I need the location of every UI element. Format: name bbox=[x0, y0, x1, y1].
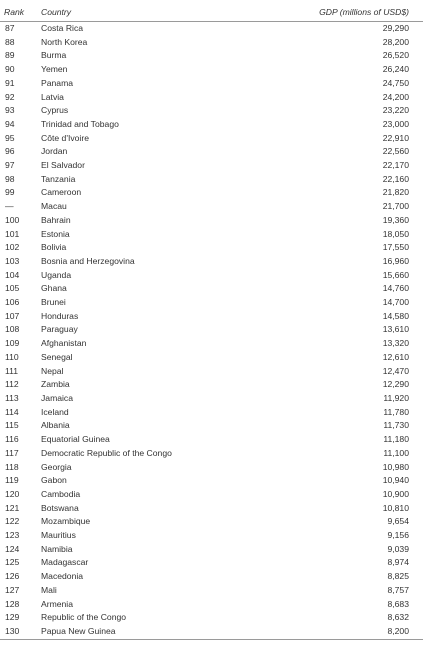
gdp-cell: 14,760 bbox=[382, 283, 409, 294]
country-cell: Gabon bbox=[41, 475, 67, 486]
rank-cell: 117 bbox=[5, 447, 19, 458]
country-cell: Democratic Republic of the Congo bbox=[41, 447, 172, 458]
rank-cell: 109 bbox=[5, 338, 20, 349]
country-cell: Botswana bbox=[41, 502, 79, 513]
table-body bbox=[0, 22, 423, 640]
table-row bbox=[0, 282, 423, 296]
country-cell: Macau bbox=[41, 201, 67, 212]
table-row bbox=[0, 556, 423, 570]
gdp-cell: 21,820 bbox=[382, 187, 409, 198]
gdp-cell: 9,156 bbox=[387, 530, 409, 541]
gdp-column-header: GDP (millions of USD$) bbox=[281, 4, 423, 22]
table-row bbox=[0, 49, 423, 63]
country-cell: Armenia bbox=[41, 598, 73, 609]
table-row bbox=[0, 228, 423, 242]
rank-cell: 130 bbox=[0, 625, 41, 639]
country-cell: Uganda bbox=[41, 269, 72, 280]
table-row bbox=[0, 255, 423, 269]
country-cell: Ghana bbox=[41, 283, 67, 294]
gdp-cell: 12,290 bbox=[382, 379, 409, 390]
gdp-cell: 8,632 bbox=[387, 612, 409, 623]
rank-cell: 128 bbox=[5, 598, 20, 609]
country-cell: Estonia bbox=[41, 228, 70, 239]
table-row bbox=[0, 406, 423, 420]
country-cell: Costa Rica bbox=[41, 23, 84, 33]
table-row bbox=[0, 145, 423, 159]
table-row bbox=[0, 461, 423, 475]
table-row bbox=[0, 570, 423, 584]
gdp-cell: 22,910 bbox=[382, 132, 409, 143]
table-row bbox=[0, 625, 423, 639]
table-header bbox=[0, 4, 423, 22]
gdp-cell: 10,980 bbox=[382, 461, 409, 472]
country-cell: Senegal bbox=[41, 351, 73, 362]
country-cell: Bosnia and Herzegovina bbox=[41, 255, 135, 266]
gdp-cell: 23,000 bbox=[382, 118, 409, 129]
gdp-cell: 28,200 bbox=[382, 36, 409, 47]
rank-cell: 118 bbox=[5, 461, 19, 472]
country-cell: Cameroon bbox=[41, 187, 82, 198]
country-cell: Albania bbox=[41, 420, 70, 431]
table-row bbox=[0, 269, 423, 283]
table-row bbox=[0, 529, 423, 543]
rank-cell: 113 bbox=[5, 392, 19, 403]
country-cell: Panama bbox=[41, 77, 74, 88]
gdp-cell: 24,200 bbox=[382, 91, 409, 102]
gdp-cell: 26,520 bbox=[382, 50, 409, 61]
country-cell: Iceland bbox=[41, 406, 69, 417]
rank-cell: 111 bbox=[5, 365, 19, 376]
rank-cell: 110 bbox=[5, 351, 19, 362]
gdp-cell: 11,920 bbox=[383, 392, 409, 403]
gdp-cell: 13,610 bbox=[382, 324, 409, 335]
gdp-cell: 17,550 bbox=[382, 242, 409, 253]
rank-cell: 99 bbox=[5, 187, 15, 198]
gdp-cell: 23,220 bbox=[382, 105, 409, 116]
table-row bbox=[0, 474, 423, 488]
table-row bbox=[0, 323, 423, 337]
gdp-cell: 22,160 bbox=[382, 173, 409, 184]
table-row bbox=[0, 543, 423, 557]
rank-cell: 126 bbox=[5, 571, 20, 582]
gdp-cell: 12,610 bbox=[382, 351, 409, 362]
gdp-cell: 13,320 bbox=[382, 338, 409, 349]
gdp-cell: 8,683 bbox=[387, 598, 409, 609]
table-row bbox=[0, 214, 423, 228]
country-cell: Burma bbox=[41, 50, 67, 61]
table-row bbox=[0, 392, 423, 406]
table-row bbox=[0, 365, 423, 379]
table-row bbox=[0, 310, 423, 324]
gdp-cell: 8,757 bbox=[387, 584, 409, 595]
gdp-cell: 14,700 bbox=[382, 297, 409, 308]
country-cell: Latvia bbox=[41, 91, 64, 102]
country-cell: Papua New Guinea bbox=[41, 625, 281, 639]
country-column-header: Country bbox=[41, 4, 281, 22]
rank-cell: 95 bbox=[5, 132, 15, 143]
rank-cell: 121 bbox=[5, 502, 20, 513]
country-cell: Namibia bbox=[41, 543, 73, 554]
rank-cell: 112 bbox=[5, 379, 19, 390]
gdp-cell: 11,780 bbox=[383, 406, 409, 417]
rank-cell: 92 bbox=[5, 91, 15, 102]
country-cell: Bahrain bbox=[41, 214, 71, 225]
gdp-cell: 12,470 bbox=[382, 365, 409, 376]
rank-cell: 124 bbox=[5, 543, 20, 554]
country-cell: Honduras bbox=[41, 310, 79, 321]
rank-cell: 127 bbox=[5, 584, 20, 595]
gdp-cell: 8,825 bbox=[387, 571, 409, 582]
gdp-cell: 24,750 bbox=[382, 77, 409, 88]
table-row bbox=[0, 22, 423, 36]
country-cell: North Korea bbox=[41, 36, 88, 47]
rank-cell: 123 bbox=[5, 530, 20, 541]
table-row bbox=[0, 36, 423, 50]
rank-cell: 94 bbox=[5, 118, 15, 129]
gdp-cell: 10,940 bbox=[382, 475, 409, 486]
country-cell: Cambodia bbox=[41, 488, 81, 499]
rank-column-header: Rank bbox=[0, 4, 41, 22]
country-cell: Cyprus bbox=[41, 105, 69, 116]
rank-cell: 103 bbox=[5, 255, 20, 266]
rank-cell: 100 bbox=[5, 214, 20, 225]
rank-cell: 106 bbox=[5, 297, 20, 308]
rank-cell: 97 bbox=[5, 160, 15, 171]
rank-cell: 89 bbox=[5, 50, 15, 61]
country-cell: Bolivia bbox=[41, 242, 67, 253]
rank-cell: 120 bbox=[5, 488, 20, 499]
country-cell: Madagascar bbox=[41, 557, 89, 568]
country-cell: Trinidad and Tobago bbox=[41, 118, 119, 129]
table-row bbox=[0, 159, 423, 173]
rank-cell: 96 bbox=[5, 146, 15, 157]
rank-cell: 108 bbox=[5, 324, 20, 335]
table-row bbox=[0, 118, 423, 132]
rank-cell: 119 bbox=[5, 475, 19, 486]
table-row bbox=[0, 419, 423, 433]
table-row bbox=[0, 515, 423, 529]
table-row bbox=[0, 378, 423, 392]
rank-cell: 125 bbox=[5, 557, 20, 568]
table-row bbox=[0, 63, 423, 77]
rank-cell: 102 bbox=[5, 242, 20, 253]
gdp-cell: 14,580 bbox=[382, 310, 409, 321]
gdp-cell: 15,660 bbox=[382, 269, 409, 280]
country-cell: Jordan bbox=[41, 146, 68, 157]
gdp-table bbox=[0, 4, 423, 640]
table-row bbox=[0, 241, 423, 255]
table-row bbox=[0, 77, 423, 91]
country-cell: Mauritius bbox=[41, 530, 76, 541]
country-cell: Equatorial Guinea bbox=[41, 434, 110, 445]
table-row bbox=[0, 173, 423, 187]
table-row bbox=[0, 488, 423, 502]
gdp-cell: 9,654 bbox=[387, 516, 409, 527]
gdp-cell: 22,560 bbox=[382, 146, 409, 157]
country-cell: Macedonia bbox=[41, 571, 84, 582]
country-cell: Georgia bbox=[41, 461, 72, 472]
rank-cell: — bbox=[5, 201, 14, 212]
rank-cell: 88 bbox=[5, 36, 15, 47]
gdp-cell: 11,730 bbox=[383, 420, 409, 431]
table-row bbox=[0, 598, 423, 612]
rank-cell: 104 bbox=[5, 269, 20, 280]
gdp-cell: 16,960 bbox=[382, 255, 409, 266]
rank-cell: 87 bbox=[5, 23, 15, 33]
gdp-cell: 11,180 bbox=[383, 434, 409, 445]
table-row bbox=[0, 200, 423, 214]
gdp-cell: 8,200 bbox=[281, 625, 423, 639]
country-cell: El Salvador bbox=[41, 160, 85, 171]
rank-cell: 91 bbox=[5, 77, 15, 88]
gdp-cell: 10,900 bbox=[382, 488, 409, 499]
table-row bbox=[0, 433, 423, 447]
country-cell: Nepal bbox=[41, 365, 64, 376]
country-cell: Mali bbox=[41, 584, 57, 595]
table-row bbox=[0, 447, 423, 461]
rank-cell: 98 bbox=[5, 173, 15, 184]
country-cell: Yemen bbox=[41, 64, 68, 75]
table-row bbox=[0, 502, 423, 516]
country-cell: Paraguay bbox=[41, 324, 78, 335]
table-row bbox=[0, 337, 423, 351]
gdp-cell: 18,050 bbox=[382, 228, 409, 239]
rank-cell: 90 bbox=[5, 64, 15, 75]
gdp-cell: 21,700 bbox=[382, 201, 409, 212]
table-row bbox=[0, 104, 423, 118]
country-cell: Afghanistan bbox=[41, 338, 87, 349]
rank-cell: 114 bbox=[5, 406, 19, 417]
rank-cell: 105 bbox=[5, 283, 20, 294]
table-row bbox=[0, 186, 423, 200]
country-cell: Zambia bbox=[41, 379, 70, 390]
header-row bbox=[0, 4, 423, 22]
rank-cell: 115 bbox=[5, 420, 19, 431]
table-row bbox=[0, 584, 423, 598]
rank-cell: 122 bbox=[5, 516, 20, 527]
gdp-cell: 10,810 bbox=[382, 502, 409, 513]
country-cell: Tanzania bbox=[41, 173, 76, 184]
table-row bbox=[0, 296, 423, 310]
table-row bbox=[0, 91, 423, 105]
country-cell: Jamaica bbox=[41, 392, 73, 403]
rank-cell: 129 bbox=[5, 612, 20, 623]
gdp-cell: 19,360 bbox=[382, 214, 409, 225]
country-cell: Côte d'Ivoire bbox=[41, 132, 89, 143]
gdp-cell: 29,290 bbox=[382, 23, 409, 33]
table-row bbox=[0, 351, 423, 365]
gdp-cell: 22,170 bbox=[382, 160, 409, 171]
rank-cell: 101 bbox=[5, 228, 20, 239]
gdp-cell: 9,039 bbox=[387, 543, 409, 554]
table-row bbox=[0, 611, 423, 625]
country-cell: Mozambique bbox=[41, 516, 91, 527]
gdp-cell: 8,974 bbox=[387, 557, 409, 568]
table-row bbox=[0, 132, 423, 146]
country-cell: Brunei bbox=[41, 297, 66, 308]
gdp-cell: 11,100 bbox=[383, 447, 409, 458]
rank-cell: 93 bbox=[5, 105, 15, 116]
rank-cell: 116 bbox=[5, 434, 19, 445]
gdp-cell: 26,240 bbox=[382, 64, 409, 75]
rank-cell: 107 bbox=[5, 310, 20, 321]
country-cell: Republic of the Congo bbox=[41, 612, 127, 623]
